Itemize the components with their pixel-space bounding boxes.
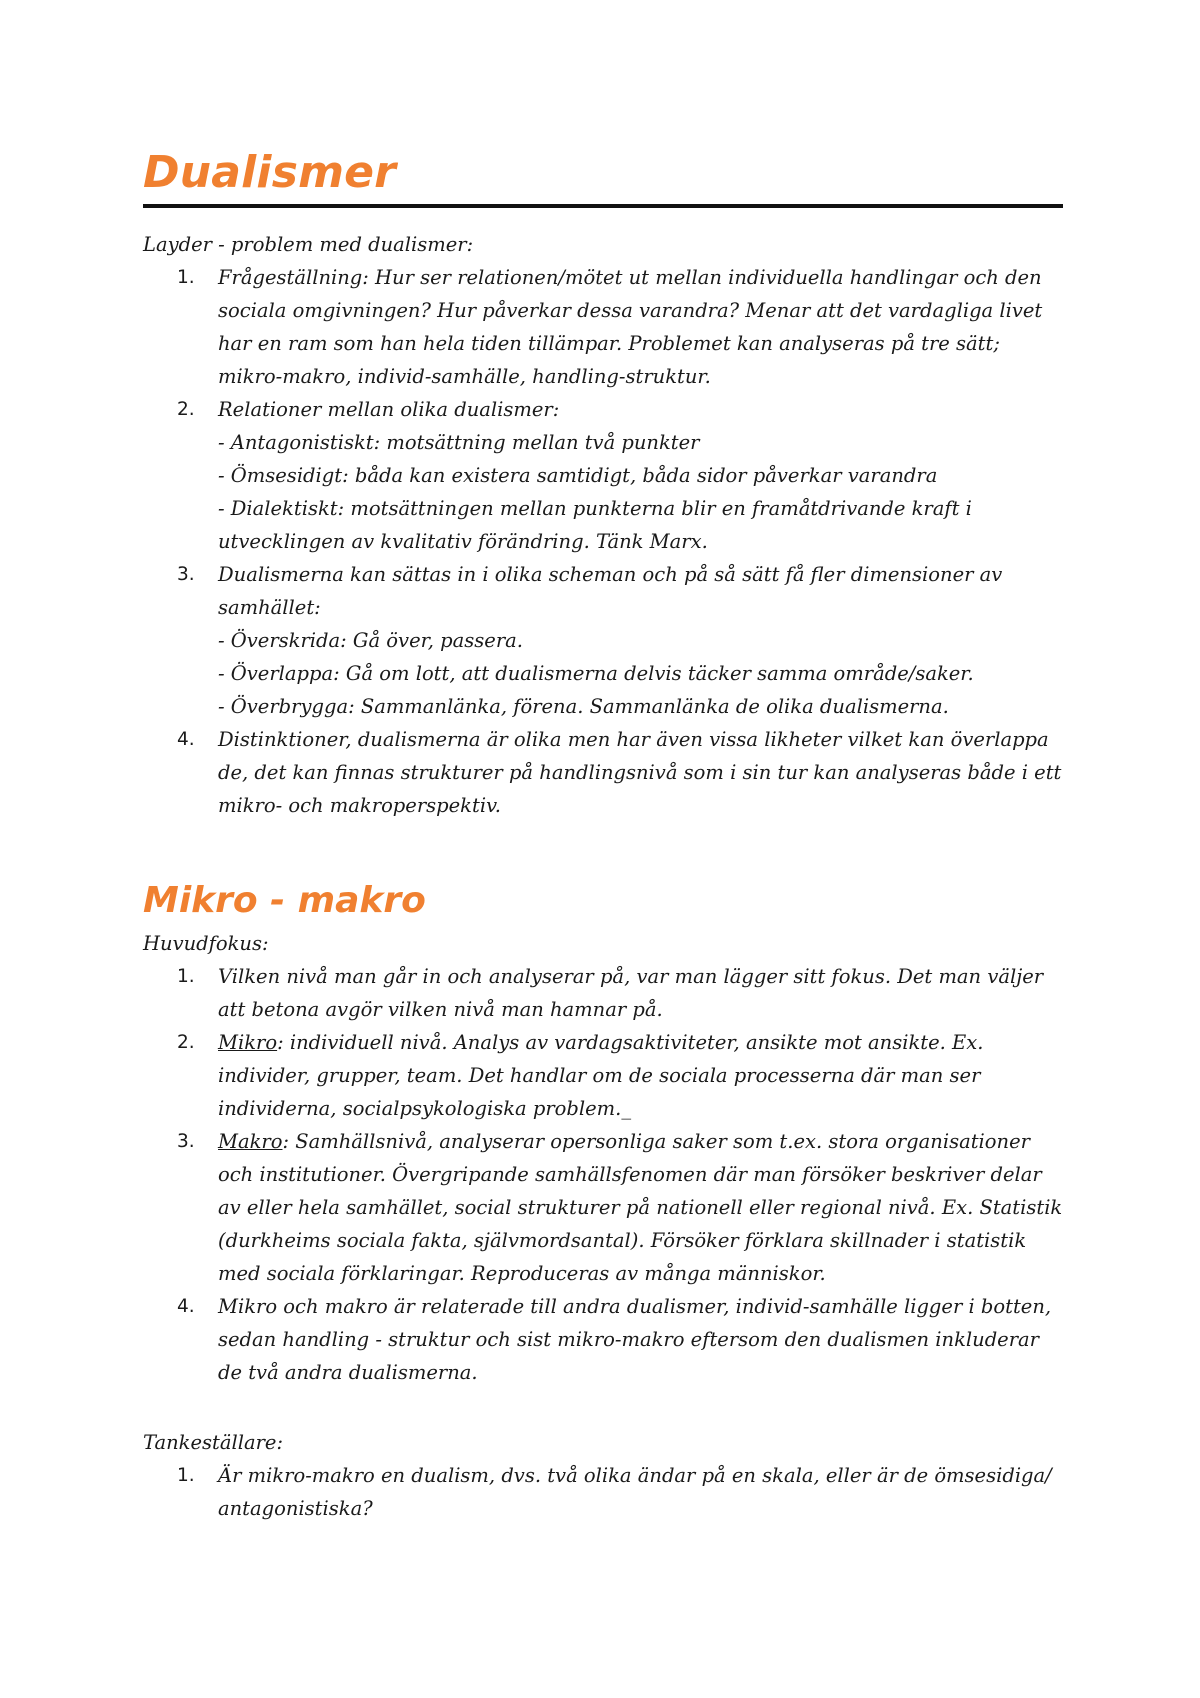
- sub-point: - Överbrygga: Sammanlänka, förena. Sammanlänka de olika dualismerna.: [218, 695, 949, 718]
- list-item-text: Distinktioner, dualismerna är olika men har även vissa likheter vilket kan överlappa de, det kan finnas strukturer på handlingsnivå som i sin tur kan analyseras både i ett mikro- och makroperspektiv.: [218, 728, 1062, 817]
- list-number: 2.: [177, 399, 195, 420]
- section-dualismer: [143, 228, 1068, 822]
- list-item-text: : Samhällsnivå, analyserar opersonliga saker som t.ex. stora organisationer och institutioner. Övergripande samhällsfenomen där man försöker beskriver delar av eller hela samhället, social strukturer på nationell eller regional nivå. Ex. Statistik (durkheims sociala fakta, självmordsantal). Försöker förklara skillnader i statistik med sociala förklaringar. Reproduceras av många människor.: [218, 1130, 1063, 1285]
- list-number: 3.: [177, 1131, 195, 1152]
- list-item-text: : individuell nivå. Analys av vardagsaktiviteter, ansikte mot ansikte. Ex. individer, grupper, team. Det handlar om de sociala processerna där man ser individerna, socialpsykologiska problem._: [218, 1031, 984, 1120]
- list-item-text: Dualismerna kan sättas in i olika scheman och på så sätt få fler dimensioner av samhället:: [218, 563, 1003, 619]
- sub-point: - Överskrida: Gå över, passera.: [218, 629, 523, 652]
- section-heading: Mikro - makro: [143, 880, 426, 921]
- list-number: 4.: [177, 729, 195, 750]
- term-label: Makro: [218, 1130, 283, 1153]
- list-item: [143, 1290, 1068, 1389]
- sub-point: - Överlappa: Gå om lott, att dualismerna delvis täcker samma område/saker.: [218, 662, 974, 685]
- section-intro: Huvudfokus:: [143, 932, 269, 955]
- list-number: 1.: [177, 267, 195, 288]
- list-item-text: Vilken nivå man går in och analyserar på, var man lägger sitt fokus. Det man väljer att betona avgör vilken nivå man hamnar på.: [218, 965, 1044, 1021]
- title-underline: [143, 204, 1063, 208]
- list-number: 4.: [177, 1296, 195, 1317]
- sub-point: - Dialektiskt: motsättningen mellan punkterna blir en framåtdrivande kraft i utvecklingen av kvalitativ förändring. Tänk Marx.: [218, 497, 972, 553]
- list-item: [143, 723, 1068, 822]
- section-intro: Layder - problem med dualismer:: [143, 233, 474, 256]
- section-intro: Tankeställare:: [143, 1431, 284, 1454]
- list-item: [143, 960, 1068, 1026]
- list-item-text: Är mikro-makro en dualism, dvs. två olika ändar på en skala, eller är de ömsesidiga/ antagonistiska?: [218, 1464, 1052, 1520]
- list-item: [143, 558, 1068, 723]
- list-number: 1.: [177, 966, 195, 987]
- list-item-text: Mikro och makro är relaterade till andra dualismer, individ-samhälle ligger i botten, sedan handling - struktur och sist mikro-makro eftersom den dualismen inkluderar de två andra dualismerna.: [218, 1295, 1052, 1384]
- sub-point: - Ömsesidigt: båda kan existera samtidigt, båda sidor påverkar varandra: [218, 464, 938, 487]
- list-item: [143, 1459, 1068, 1525]
- numbered-list: [143, 1459, 1068, 1525]
- document-title: Dualismer: [143, 147, 397, 198]
- list-number: 3.: [177, 564, 195, 585]
- section-tankestallare: [143, 1426, 1068, 1525]
- sub-point: - Antagonistiskt: motsättning mellan två punkter: [218, 431, 700, 454]
- term-label: Mikro: [218, 1031, 278, 1054]
- list-item-text: Frågeställning: Hur ser relationen/mötet ut mellan individuella handlingar och den sociala omgivningen? Hur påverkar dessa varandra? Menar att det vardagliga livet har en ram som han hela tiden tillämpar. Problemet kan analyseras på tre sätt; mikro-makro, individ-samhälle, handling-struktur.: [218, 266, 1043, 388]
- list-item-text: Relationer mellan olika dualismer:: [218, 398, 560, 421]
- list-number: 2.: [177, 1032, 195, 1053]
- list-item: [143, 1125, 1068, 1290]
- list-item: [143, 393, 1068, 558]
- section-mikro-makro: [143, 927, 1068, 1389]
- list-item: [143, 1026, 1068, 1125]
- numbered-list: [143, 960, 1068, 1389]
- list-item: [143, 261, 1068, 393]
- numbered-list: [143, 261, 1068, 822]
- list-number: 1.: [177, 1465, 195, 1486]
